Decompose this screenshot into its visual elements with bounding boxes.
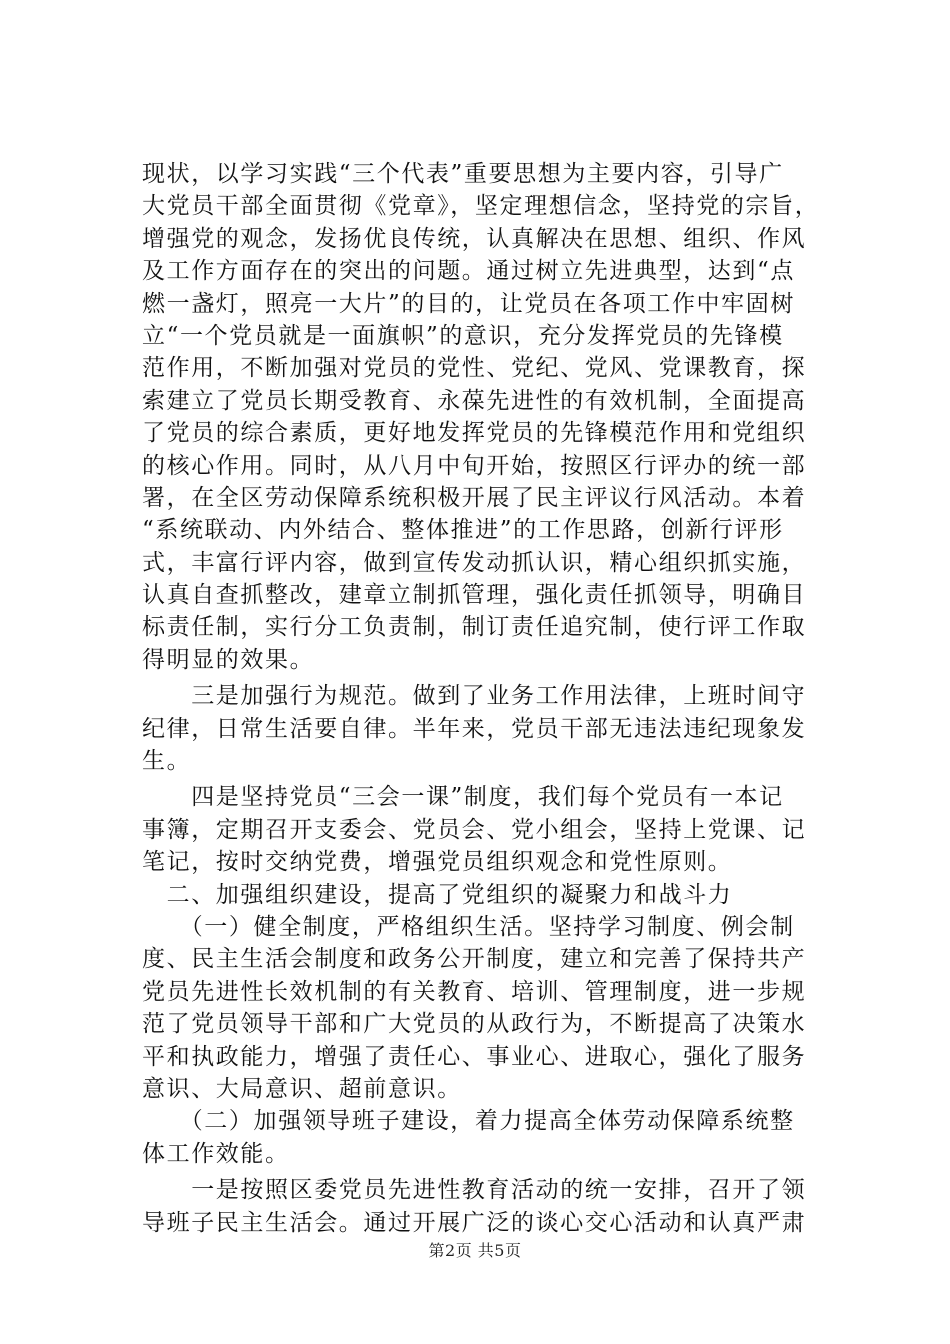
text-line: 立“一个党员就是一面旗帜”的意识，充分发挥党员的先锋模 [142, 322, 784, 349]
text-line: 范作用，不断加强对党员的党性、党纪、党风、党课教育，探 [142, 355, 807, 382]
text-line: 式，丰富行评内容，做到宣传发动抓认识，精心组织抓实施， [142, 549, 807, 576]
paragraph-3-line: 三是加强行为规范。做到了业务工作用法律，上班时间守 [142, 683, 807, 710]
text-line: 得明显的效果。 [142, 646, 315, 673]
text-line: 范了党员领导干部和广大党员的从政行为，不断提高了决策水 [142, 1011, 807, 1038]
document-body [142, 158, 842, 1239]
page-number-footer: 第2页 共5页 [428, 1241, 522, 1260]
text-line: 认真自查抓整改，建章立制抓管理，强化责任抓领导，明确目 [142, 582, 807, 609]
subsection-2-line: （二）加强领导班子建设，着力提高全体劳动保障系统整 [142, 1108, 795, 1135]
text-line: 燃一盏灯，照亮一大片”的目的，让党员在各项工作中牢固树 [142, 290, 795, 317]
text-line: 标责任制，实行分工负责制，制订责任追究制，使行评工作取 [142, 614, 807, 641]
text-line: 导班子民主生活会。通过开展广泛的谈心交心活动和认真严肃 [142, 1209, 807, 1236]
text-line: 笔记，按时交纳党费，增强党员组织观念和党性原则。 [142, 849, 733, 876]
text-line: 增强党的观念，发扬优良传统，认真解决在思想、组织、作风 [142, 225, 807, 252]
text-line: 生。 [142, 748, 192, 775]
text-line: 的核心作用。同时，从八月中旬开始，按照区行评办的统一部 [142, 452, 807, 479]
text-line: 大党员干部全面贯彻《党章》，坚定理想信念，坚持党的宗旨， [142, 193, 820, 220]
paragraph-4-line: 四是坚持党员“三会一课”制度，我们每个党员有一本记 [142, 784, 784, 811]
text-line: 意识、大局意识、超前意识。 [142, 1075, 462, 1102]
text-line: 及工作方面存在的突出的问题。通过树立先进典型，达到“点 [142, 258, 795, 285]
text-line: 现状，以学习实践“三个代表”重要思想为主要内容，引导广 [142, 161, 784, 187]
text-line: 纪律，日常生活要自律。半年来，党员干部无违法违纪现象发 [142, 715, 807, 742]
text-line: 度、民主生活会制度和政务公开制度，建立和完善了保持共产 [142, 946, 807, 973]
text-line: 署，在全区劳动保障系统积极开展了民主评议行风活动。本着 [142, 484, 807, 511]
paragraph-1-line: 一是按照区委党员先进性教育活动的统一安排，召开了领 [142, 1177, 807, 1204]
text-line: 事簿，定期召开支委会、党员会、党小组会，坚持上党课、记 [142, 816, 807, 843]
section-heading: 二、加强组织建设，提高了党组织的凝聚力和战斗力 [142, 881, 733, 908]
text-line: 体工作效能。 [142, 1140, 290, 1167]
text-line: 索建立了党员长期受教育、永葆先进性的有效机制，全面提高 [142, 387, 807, 414]
subsection-1-line: （一）健全制度，严格组织生活。坚持学习制度、例会制 [142, 913, 795, 940]
text-line: 了党员的综合素质，更好地发挥党员的先锋模范作用和党组织 [142, 420, 807, 447]
text-line: “系统联动、内外结合、整体推进”的工作思路，创新行评形 [142, 517, 784, 544]
text-line: 党员先进性长效机制的有关教育、培训、管理制度，进一步规 [142, 978, 807, 1005]
text-line: 平和执政能力，增强了责任心、事业心、进取心，强化了服务 [142, 1043, 807, 1070]
